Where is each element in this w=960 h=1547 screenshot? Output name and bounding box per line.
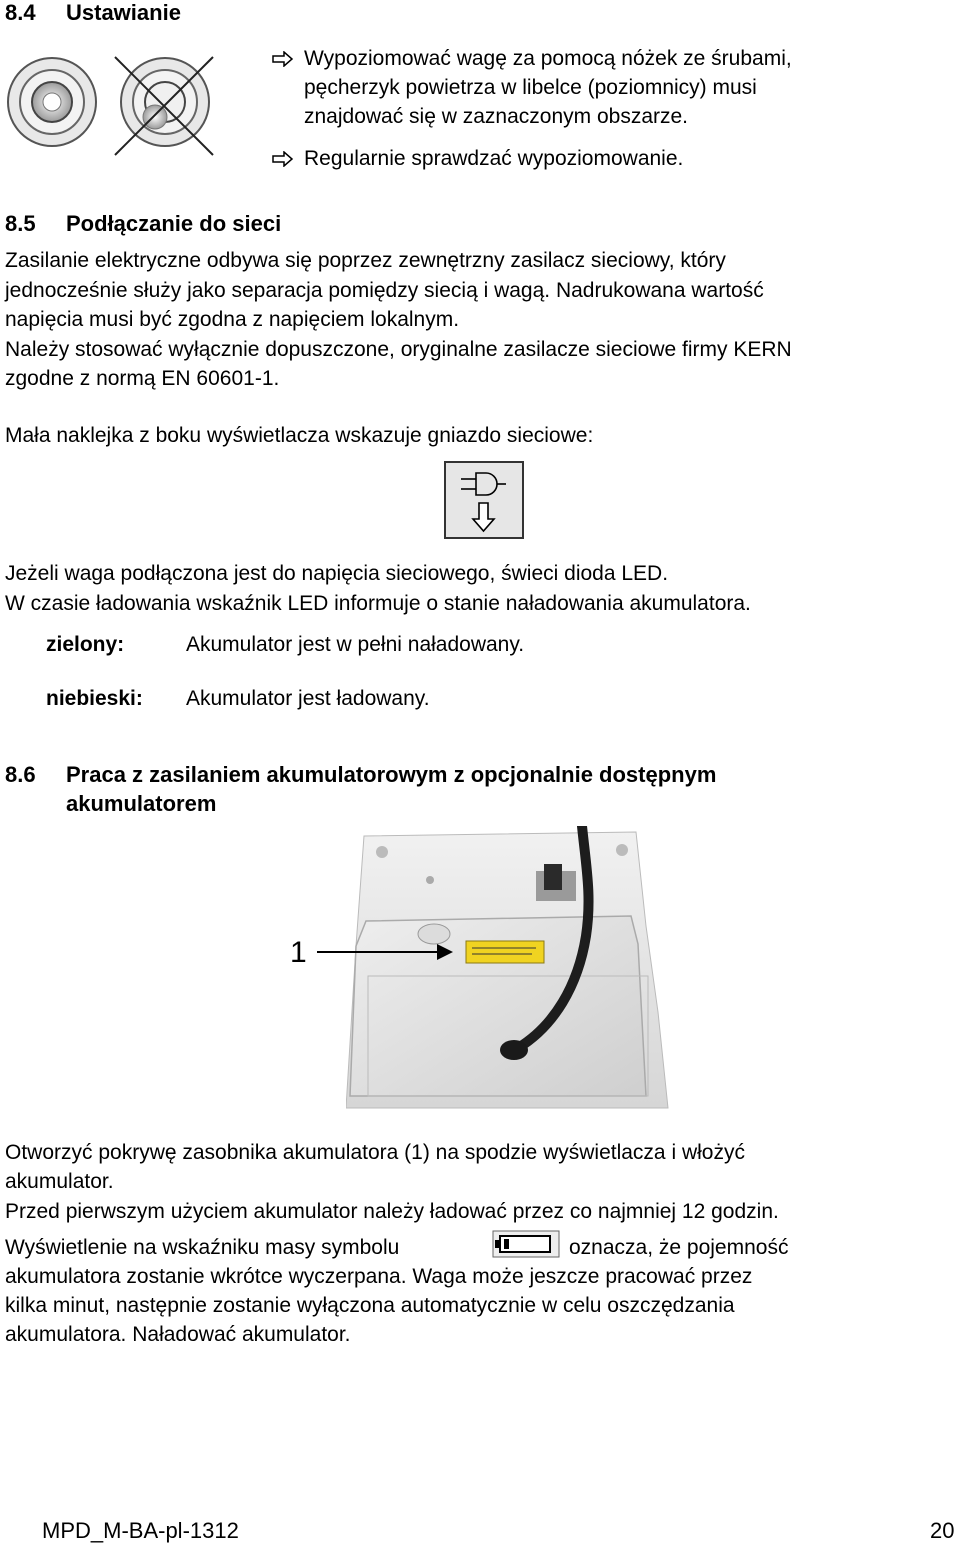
paragraph-line: Otworzyć pokrywę zasobnika akumulatora (1) na spodzie wyświetlacza i włożyć (5, 1141, 745, 1164)
paragraph-line: napięcia musi być zgodna z napięciem lokalnym. (5, 308, 460, 331)
paragraph-line: Mała naklejka z boku wyświetlacza wskazuje gniazdo sieciowe: (5, 424, 594, 447)
bullet-line: Regularnie sprawdzać wypoziomowanie. (304, 147, 684, 170)
power-socket-sticker (444, 461, 524, 539)
section-8-6-title-line: Praca z zasilaniem akumulatorowym z opcjonalnie dostępnym (66, 762, 717, 787)
paragraph-line: Przed pierwszym użyciem akumulator należy ładować przez co najmniej 12 godzin. (5, 1200, 779, 1223)
battery-low-icon (492, 1230, 560, 1258)
section-8-4-number: 8.4 (5, 0, 36, 25)
section-8-5-number: 8.5 (5, 211, 36, 236)
bullet-item (272, 44, 792, 131)
bullet-line: Wypoziomować wagę za pomocą nóżek ze śrubami, (304, 47, 792, 70)
section-8-5-title: Podłączanie do sieci (66, 211, 282, 236)
battery-compartment-photo (286, 826, 676, 1110)
paragraph-line: W czasie ładowania wskaźnik LED informuje o stanie naładowania akumulatora. (5, 592, 751, 615)
arrow-right-icon (272, 151, 294, 167)
section-8-6-title-line: akumulatorem (66, 791, 217, 816)
paragraph-line: zgodne z normą EN 60601-1. (5, 367, 280, 390)
bullet-line: pęcherzyk powietrza w libelce (poziomnicy) musi (304, 76, 757, 99)
paragraph-line: Wyświetlenie na wskaźniku masy symbolu (5, 1236, 400, 1259)
led-green-label: zielony: (46, 633, 125, 656)
section-8-6-number: 8.6 (5, 762, 36, 787)
led-blue-label: niebieski: (46, 687, 143, 710)
led-blue-text: Akumulator jest ładowany. (186, 687, 430, 710)
paragraph-line: akumulator. (5, 1170, 114, 1193)
paragraph-line: Jeżeli waga podłączona jest do napięcia sieciowego, świeci dioda LED. (5, 562, 669, 585)
bullet-line: znajdować się w zaznaczonym obszarze. (304, 105, 689, 128)
level-bubble-figure (5, 55, 220, 161)
paragraph-line: kilka minut, następnie zostanie wyłączona automatycznie w celu oszczędzania (5, 1294, 735, 1317)
level-correct-icon (8, 58, 96, 146)
led-green-text: Akumulator jest w pełni naładowany. (186, 633, 525, 656)
bullet-item (272, 144, 683, 173)
callout-number: 1 (290, 936, 307, 969)
paragraph-line: Należy stosować wyłącznie dopuszczone, oryginalne zasilacze sieciowe firmy KERN (5, 338, 792, 361)
footer-document-id: MPD_M-BA-pl-1312 (42, 1518, 239, 1543)
arrow-right-icon (272, 51, 294, 67)
section-8-4-title: Ustawianie (66, 0, 181, 25)
footer-page-number: 20 (930, 1518, 955, 1543)
paragraph-line: akumulatora. Naładować akumulator. (5, 1323, 351, 1346)
paragraph-line: akumulatora zostanie wkrótce wyczerpana. Waga może jeszcze pracować przez (5, 1265, 753, 1288)
paragraph-line: Zasilanie elektryczne odbywa się poprzez zewnętrzny zasilacz sieciowy, który (5, 249, 726, 272)
paragraph-line: jednocześnie służy jako separacja pomiędzy siecią i wagą. Nadrukowana wartość (5, 279, 764, 302)
paragraph-line: oznacza, że pojemność (569, 1236, 789, 1259)
level-wrong-icon (115, 57, 213, 155)
callout-arrow (315, 940, 455, 964)
